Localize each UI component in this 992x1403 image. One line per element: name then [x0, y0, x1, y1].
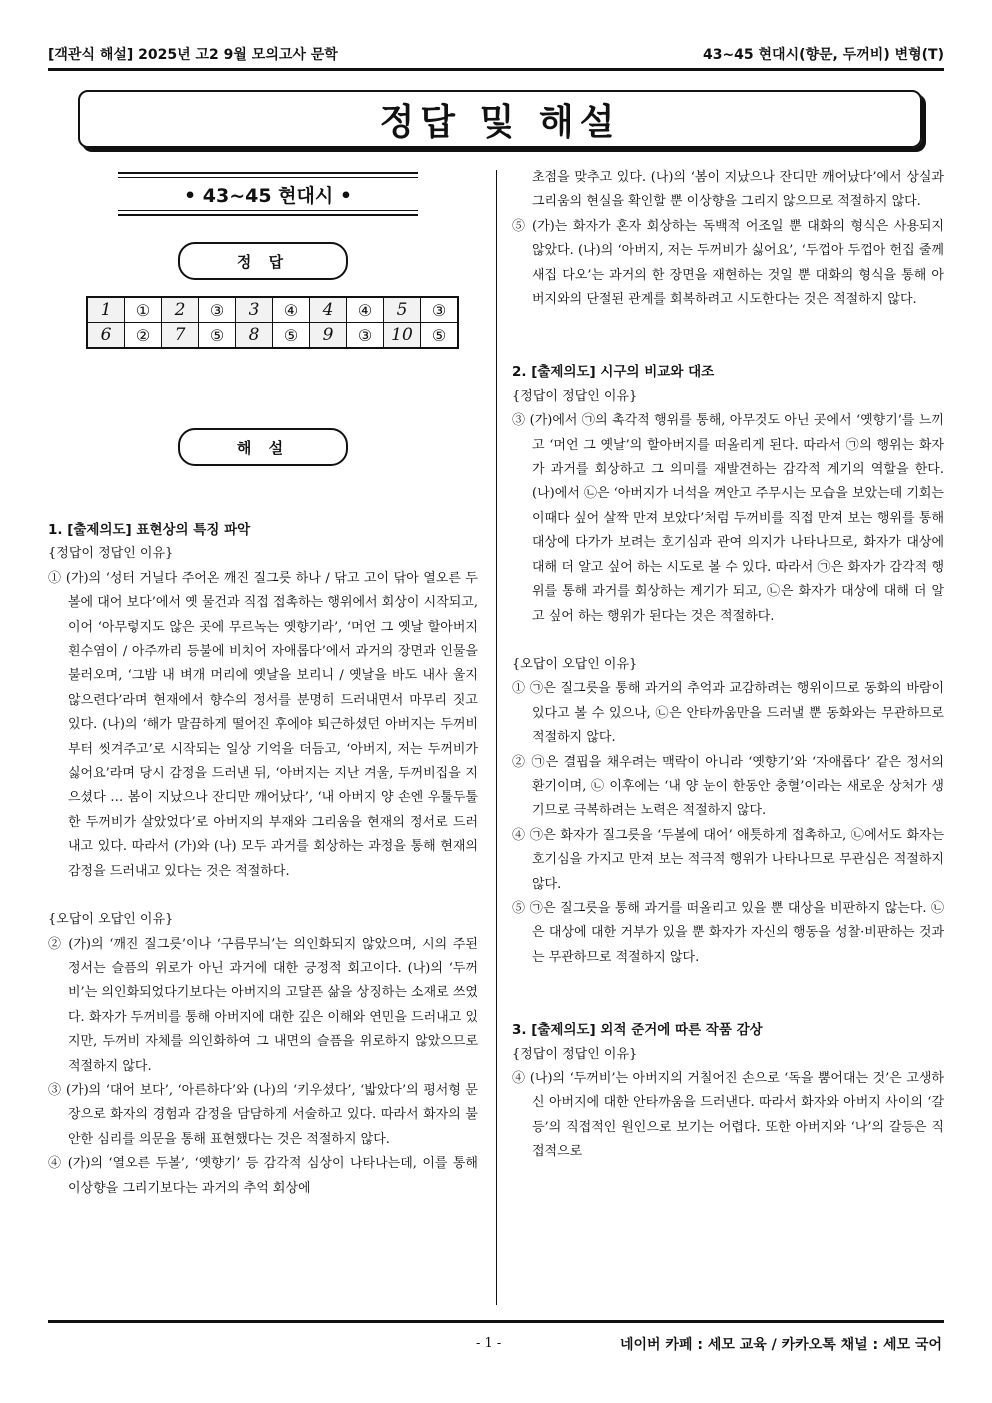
q2-correct-label: {정답이 정답인 이유}: [512, 388, 638, 404]
answer-choice: ②: [125, 323, 162, 349]
page-header: [48, 44, 944, 66]
answer-choice: ④: [347, 297, 384, 323]
question-number: 10: [384, 323, 421, 349]
q2-wrong-4: ④ ㉠은 화자가 질그릇을 ‘두볼에 대어’ 애틋하게 접촉하고, ㉡에서도 화자는 호기심을 가지고 만져 보는 적극적 행위가 나타나므로 무관심은 적절하지 않다.: [512, 827, 944, 892]
q2-wrong-2: ② ㉠은 결핍을 채우려는 맥락이 아니라 ‘옛향기’와 ‘자애롭다’ 같은 정서의 환기이며, ㉡ 이후에는 ‘내 양 눈이 한동안 충혈’이라는 새로운 상처가 생기므로 극복하려는 노력은 적절하지 않다.: [512, 754, 944, 819]
page-title: 정답 및 해설: [78, 90, 922, 148]
q1-correct-1: ① (가)의 ‘성터 거닐다 주어온 깨진 질그릇 하나 / 닦고 고이 닦아 열오른 두볼에 대어 보다’에서 옛 물건과 직접 접촉하는 행위에서 회상이 시작되고, 이어 ‘아무렇지도 않은 곳에 무르녹는 옛향기라’, ‘머언 그 옛날 할아버지 흰수염이 / 아주까리 등불에 비치어 자애롭다’에서 과거의 장면과 인물을 불러오며, ‘그밤 내 벼개 머리에 옛날을 보리니 / 옛날을 바도 내사 울지 않으련다’라며 현재에서 향수의 정서를 분명히 드러내면서 마무리 짓고 있다. (나)의 ‘해가 말끔하게 떨어진 후에야 퇴근하셨던 아버지는 두꺼비부터 씻겨주고’로 시작되는 일상 기억을 더듬고, ‘아버지, 저는 두꺼비가 싫어요’라며 당시 감정을 드러낸 뒤, ‘아버지는 지난 겨울, 두꺼비집을 지으셨다 … 봄이 지났으나 잔디만 깨어났다’, ‘내 아버지 양 손엔 우툴두툴한 두꺼비가 살았었다’로 아버지의 부재와 그리움을 현재의 정서로 드러내고 있다. 따라서 (가)와 (나) 모두 과거를 회상하는 과정을 통해 현재의 감정을 드러내고 있다는 것은 적절하다.: [48, 570, 478, 879]
q1-wrong-label: {오답이 오답인 이유}: [48, 912, 174, 928]
question-number: 3: [236, 297, 273, 323]
q3-correct-label: {정답이 정답인 이유}: [512, 1046, 638, 1062]
footer-rule: [48, 1320, 944, 1323]
answer-table: [86, 296, 459, 349]
answer-choice: ④: [273, 297, 310, 323]
answer-row: [87, 297, 458, 323]
answer-label: 정 답: [178, 242, 348, 280]
q1-wrong-4-cont: 초점을 맞추고 있다. (나)의 ‘봄이 지났으나 잔디만 깨어났다’에서 상실과 그리움의 현실을 확인할 뿐 이상향을 그리지 않으므로 적절하지 않다.: [532, 170, 944, 210]
question-number: 6: [87, 323, 125, 349]
header-rule: [48, 68, 944, 71]
q1-wrong-4: ④ (가)의 ‘열오른 두볼’, ‘옛향기’ 등 감각적 심상이 나타나는데, 이를 통해 이상향을 그리기보다는 과거의 추억 회상에: [48, 1156, 478, 1196]
q1-title: 1. [출제의도] 표현상의 특징 파악: [48, 522, 251, 538]
footer-text: 네이버 카페 : 세모 교육 / 카카오톡 채널 : 세모 국어: [619, 1337, 942, 1353]
column-divider: [496, 170, 497, 1305]
answer-choice: ③: [421, 297, 459, 323]
answer-choice: ③: [199, 297, 236, 323]
q2-title: 2. [출제의도] 시구의 비교와 대조: [512, 364, 715, 381]
answer-choice: ③: [347, 323, 384, 349]
q2-wrong-1: ① ㉠은 질그릇을 통해 과거의 추억과 교감하려는 행위이므로 동화의 바람이 있다고 볼 수 있으나, ㉡은 안타까움만을 드러낼 뿐 동화와는 무관하므로 적절하지 않다.: [512, 681, 944, 746]
answer-row: [87, 323, 458, 349]
q3-title: 3. [출제의도] 외적 준거에 따른 작품 감상: [512, 1022, 763, 1039]
header-right: 43~45 현대시(향문, 두꺼비) 변형(T): [702, 47, 944, 63]
question-number: 9: [310, 323, 347, 349]
q2-wrong-5: ⑤ ㉠은 질그릇을 통해 과거를 떠올리고 있을 뿐 대상을 비판하지 않는다. ㉡은 대상에 대한 거부가 있을 뿐 화자가 자신의 행동을 성찰·비판하는 것과는 무관하므로 적절하지 않다.: [512, 900, 944, 965]
header-left: [객관식 해설] 2025년 고2 9월 모의고사 문학: [48, 47, 338, 63]
explain-label: 해 설: [178, 428, 348, 466]
q1-wrong-3: ③ (가)의 ‘대어 보다’, ‘아른하다’와 (나)의 ‘키우셨다’, ‘밟았다’의 평서형 문장으로 화자의 경험과 감정을 담담하게 서술하고 있다. 따라서 화자의 불안한 심리를 의문을 통해 표현했다는 것은 적절하지 않다.: [48, 1082, 478, 1147]
q3-correct-4: ④ (나)의 ‘두꺼비’는 아버지의 거칠어진 손으로 ‘독을 뿜어대는 것’은 고생하신 아버지에 대한 안타까움을 드러낸다. 따라서 화자와 아버지 사이의 ‘갈등’의 직접적인 원인으로 보기는 어렵다. 또한 아버지와 ‘나’의 갈등은 직접적으로: [512, 1071, 944, 1160]
q2-wrong-label: {오답이 오답인 이유}: [512, 656, 638, 672]
section-title: • 43~45 현대시 •: [118, 172, 418, 216]
page-number: - 1 -: [476, 1336, 502, 1351]
answer-choice: ①: [125, 297, 162, 323]
answer-choice: ⑤: [273, 323, 310, 349]
answer-choice: ⑤: [421, 323, 459, 349]
q2-correct-3: ③ (가)에서 ㉠의 촉각적 행위를 통해, 아무것도 아닌 곳에서 ‘옛향기’를 느끼고 ‘머언 그 옛날’의 할아버지를 떠올리게 된다. 따라서 ㉠의 행위는 화자가 과거를 회상하고 그 의미를 재발견하는 감각적 계기의 역할을 한다. (나)에서 ㉡은 ‘아버지가 너석을 껴안고 주무시는 모습을 보았는데 기회는 이때다 싶어 살짝 만져 보았다’처럼 두꺼비를 직접 만져 보는 행위를 통해 대상에 다가가 보려는 호기심과 관여 의지가 나타나므로, 화자가 대상에 대해 더 알고 싶어 하는 시도로 볼 수 있다. 따라서 ㉠은 화자가 감각적 행위를 통해 과거를 회상하는 계기가 되고, ㉡은 화자가 대상에 대해 더 알고 싶어 하는 행위가 된다는 것은 적절하다.: [512, 413, 944, 624]
question-number: 4: [310, 297, 347, 323]
right-column: [512, 166, 944, 1165]
q1-wrong-2: ② (가)의 ‘깨진 질그릇’이나 ‘구름무늬’는 의인화되지 않았으며, 시의 주된 정서는 슬픔의 위로가 아닌 과거에 대한 긍정적 회고이다. (나)의 ‘두꺼비’는 의인화되었다기보다는 아버지의 고달픈 삶을 상징하는 소재로 쓰였다. 화자가 두꺼비를 통해 아버지에 대한 깊은 이해와 연민을 드러내고 있지만, 두꺼비 자체를 의인화하여 그 내면의 슬픔을 위로하지 않았으므로 적절하지 않다.: [48, 936, 478, 1074]
question-number: 1: [87, 297, 125, 323]
q1-correct-label: {정답이 정답인 이유}: [48, 546, 174, 562]
left-column: [48, 518, 478, 1201]
question-number: 7: [162, 323, 199, 349]
q1-wrong-5: ⑤ (가)는 화자가 혼자 회상하는 독백적 어조일 뿐 대화의 형식은 사용되지 않았다. (나)의 ‘아버지, 저는 두꺼비가 싫어요’, ‘두껍아 두껍아 헌집 줄께 새집 다오’는 과거의 한 장면을 재현하는 것일 뿐 대화의 형식을 통해 아버지와의 단절된 관계를 회복하려고 시도한다는 것은 적절하지 않다.: [512, 218, 944, 308]
answer-choice: ⑤: [199, 323, 236, 349]
question-number: 5: [384, 297, 421, 323]
question-number: 2: [162, 297, 199, 323]
question-number: 8: [236, 323, 273, 349]
